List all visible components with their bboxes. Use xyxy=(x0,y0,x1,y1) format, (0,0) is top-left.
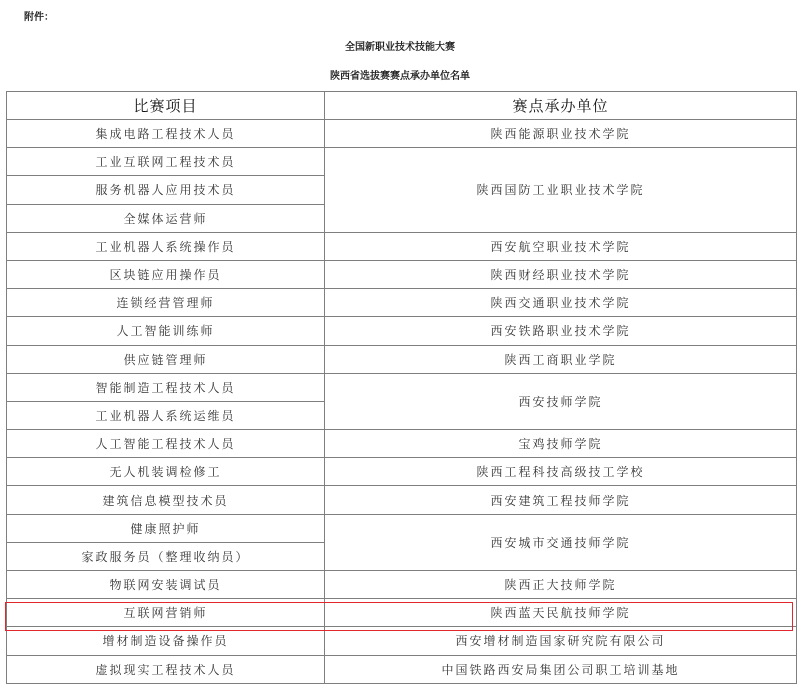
project-cell: 全媒体运营师 xyxy=(7,204,325,232)
project-cell: 虚拟现实工程技术人员 xyxy=(7,655,325,683)
project-cell: 集成电路工程技术人员 xyxy=(7,120,325,148)
column-header-host: 赛点承办单位 xyxy=(325,92,797,120)
page-title: 全国新职业技术技能大赛 xyxy=(345,42,455,53)
host-cell: 西安铁路职业技术学院 xyxy=(325,317,797,345)
project-cell: 人工智能工程技术人员 xyxy=(7,430,325,458)
project-cell: 工业互联网工程技术员 xyxy=(7,148,325,176)
table-header-row xyxy=(7,92,797,120)
host-cell: 陕西工商职业学院 xyxy=(325,345,797,373)
table-row xyxy=(7,627,797,655)
column-header-project: 比赛项目 xyxy=(7,92,325,120)
page-subtitle: 陕西省选拔赛赛点承办单位名单 xyxy=(330,71,470,82)
table-row xyxy=(7,571,797,599)
table-row xyxy=(7,458,797,486)
highlighted-row xyxy=(7,599,797,627)
table-row xyxy=(7,655,797,683)
table-row xyxy=(7,373,797,401)
project-cell: 健康照护师 xyxy=(7,514,325,542)
table-row xyxy=(7,486,797,514)
host-cell: 西安增材制造国家研究院有限公司 xyxy=(325,627,797,655)
host-cell: 宝鸡技师学院 xyxy=(325,430,797,458)
host-cell: 西安航空职业技术学院 xyxy=(325,232,797,260)
table-row xyxy=(7,232,797,260)
host-cell: 陕西交通职业技术学院 xyxy=(325,289,797,317)
table-row xyxy=(7,120,797,148)
table-row xyxy=(7,514,797,542)
table-row xyxy=(7,148,797,176)
table-row xyxy=(7,260,797,288)
host-cell: 陕西财经职业技术学院 xyxy=(325,260,797,288)
host-cell: 陕西国防工业职业技术学院 xyxy=(325,148,797,233)
project-cell: 人工智能训练师 xyxy=(7,317,325,345)
project-cell: 无人机装调检修工 xyxy=(7,458,325,486)
attachment-label: 附件： xyxy=(24,12,54,23)
project-cell: 工业机器人系统运维员 xyxy=(7,401,325,429)
host-cell: 西安技师学院 xyxy=(325,373,797,429)
table-row xyxy=(7,289,797,317)
project-cell: 区块链应用操作员 xyxy=(7,260,325,288)
table-row xyxy=(7,345,797,373)
table-row xyxy=(7,317,797,345)
project-cell: 智能制造工程技术人员 xyxy=(7,373,325,401)
project-cell: 工业机器人系统操作员 xyxy=(7,232,325,260)
project-cell: 家政服务员（整理收纳员） xyxy=(7,542,325,570)
host-cell: 西安建筑工程技师学院 xyxy=(325,486,797,514)
host-cell: 陕西能源职业技术学院 xyxy=(325,120,797,148)
project-cell: 服务机器人应用技术员 xyxy=(7,176,325,204)
project-cell: 增材制造设备操作员 xyxy=(7,627,325,655)
host-cell: 陕西蓝天民航技师学院 xyxy=(325,599,797,627)
table-row xyxy=(7,430,797,458)
host-cell: 陕西工程科技高级技工学校 xyxy=(325,458,797,486)
host-cell: 西安城市交通技师学院 xyxy=(325,514,797,570)
project-cell: 供应链管理师 xyxy=(7,345,325,373)
project-cell: 连锁经营管理师 xyxy=(7,289,325,317)
host-cell: 陕西正大技师学院 xyxy=(325,571,797,599)
project-cell: 互联网营销师 xyxy=(7,599,325,627)
host-table xyxy=(6,91,797,684)
host-cell: 中国铁路西安局集团公司职工培训基地 xyxy=(325,655,797,683)
project-cell: 物联网安装调试员 xyxy=(7,571,325,599)
project-cell: 建筑信息模型技术员 xyxy=(7,486,325,514)
